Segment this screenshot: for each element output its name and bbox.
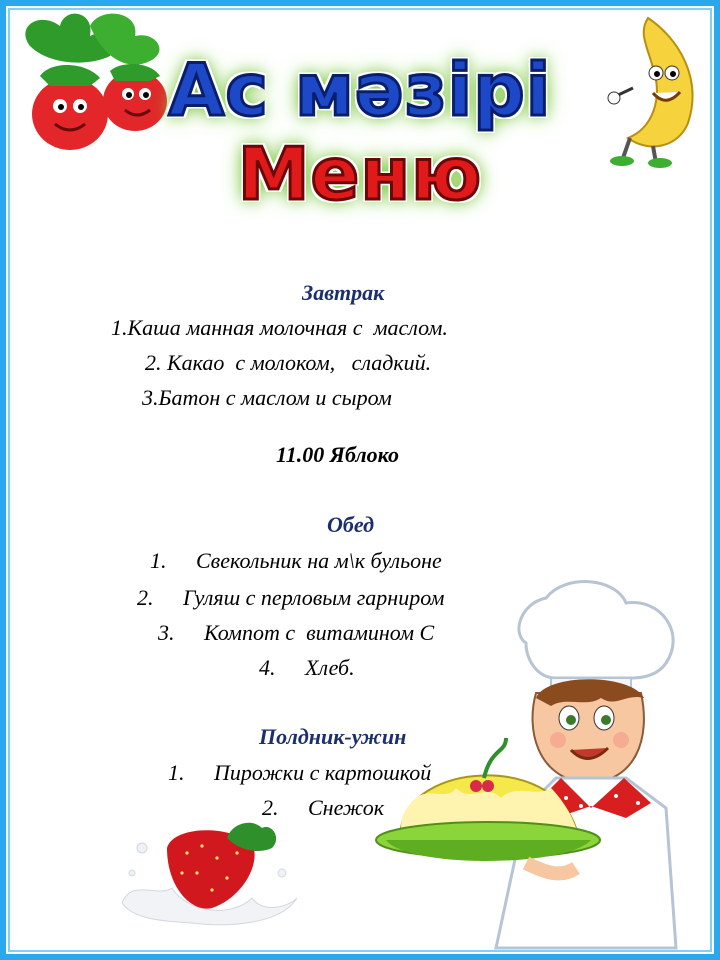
- dinner-heading: Полдник-ужин: [259, 724, 407, 749]
- lunch-num-3: 3.: [158, 620, 175, 645]
- lunch-item-4: Хлеб.: [305, 655, 355, 680]
- snack-line: 11.00 Яблоко: [276, 442, 399, 467]
- lunch-num-2: 2.: [137, 585, 154, 610]
- title-russian: Меню: [237, 132, 483, 216]
- lunch-item-3: Компот с витамином С: [204, 620, 435, 645]
- breakfast-item-1: 1.Каша манная молочная с маслом.: [111, 315, 448, 340]
- breakfast-heading: Завтрак: [302, 280, 385, 305]
- dinner-item-1: Пирожки с картошкой: [214, 760, 432, 785]
- lunch-num-4: 4.: [259, 655, 276, 680]
- title-kazakh: Ас мәзірі: [168, 48, 552, 132]
- lunch-heading: Обед: [327, 512, 374, 537]
- dinner-num-2: 2.: [262, 795, 279, 820]
- dinner-num-1: 1.: [168, 760, 185, 785]
- strawberry-splash-icon: [112, 818, 302, 930]
- lunch-num-1: 1.: [150, 548, 167, 573]
- chef-boy-icon: [376, 578, 708, 954]
- lunch-item-1: Свекольник на м\к бульоне: [196, 548, 442, 573]
- dinner-item-2: Снежок: [308, 795, 385, 820]
- breakfast-item-3: 3.Батон с маслом и сыром: [142, 385, 392, 410]
- lunch-item-2: Гуляш с перловым гарниром: [183, 585, 445, 610]
- breakfast-item-2: 2. Какао с молоком, сладкий.: [145, 350, 432, 375]
